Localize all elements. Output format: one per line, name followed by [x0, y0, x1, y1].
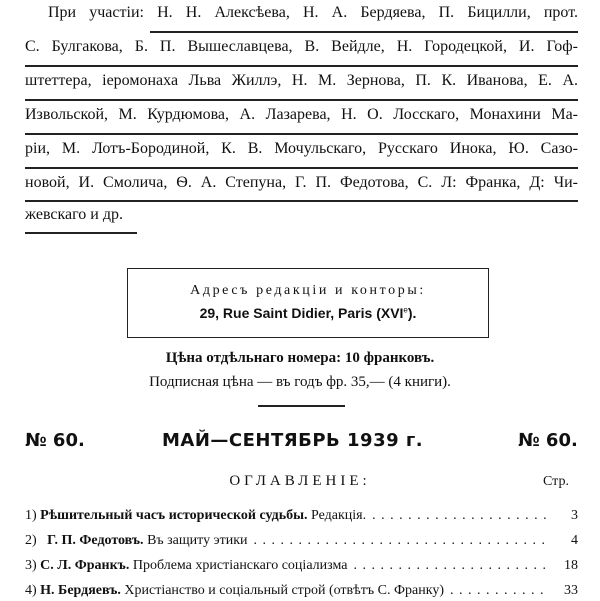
- address-superscript: e: [403, 305, 408, 315]
- toc-entry-title: Христіанство и соціальный строй (отвѣтъ С. Франку): [124, 583, 444, 598]
- toc-entry-number: 1): [25, 508, 37, 523]
- participants-line: С. Булгакова, Б. П. Вышеславцева, В. Вейдле, Н. Городецкой, И. Гоф-: [25, 38, 578, 55]
- address-box: [127, 268, 489, 338]
- toc-entry-page: 3: [571, 508, 578, 523]
- separator-rule: [258, 405, 345, 407]
- leader-dots: [254, 531, 550, 551]
- toc-entry-page: 18: [564, 558, 578, 573]
- toc-entry-title: Въ защиту этики: [147, 533, 248, 548]
- participants-line: Извольской, М. Курдюмова, А. Лазарева, Н. О. Лосскаго, Монахини Ма-: [25, 106, 578, 123]
- toc-entry[interactable]: [25, 581, 578, 601]
- issue-number-left: № 60.: [25, 430, 85, 451]
- toc-entry-author: Г. П. Федотовъ.: [47, 533, 144, 548]
- underline-rule: [25, 167, 578, 169]
- underline-rule: [25, 232, 137, 234]
- underline-rule: [25, 99, 578, 101]
- toc-entry[interactable]: [25, 506, 578, 526]
- toc-entry-page: 33: [564, 583, 578, 598]
- participants-line: При участіи: Н. Н. Алексѣева, Н. А. Бердяева, П. Бицилли, прот.: [48, 4, 578, 21]
- leader-dots: [353, 556, 550, 576]
- address-label: Адресъ редакціи и конторы:: [190, 283, 426, 298]
- toc-entry-page: 4: [571, 533, 578, 548]
- toc-entry-number: 4): [25, 583, 37, 598]
- price-subscription: Подписная цѣна — въ годъ фр. 35,— (4 книги).: [149, 374, 451, 390]
- underline-rule: [25, 133, 578, 135]
- issue-number-right: № 60.: [518, 430, 578, 451]
- toc-entry-number: 2): [25, 533, 37, 548]
- underline-rule: [25, 65, 578, 67]
- participants-line: штеттера, іеромонаха Льва Жиллэ, Н. М. Зернова, П. К. Иванова, Е. А.: [25, 72, 578, 89]
- address-closing: ).: [407, 305, 417, 321]
- toc-entry[interactable]: [25, 531, 578, 551]
- leader-dots: [372, 506, 550, 526]
- toc-entry[interactable]: [25, 556, 578, 576]
- toc-page-header: Стр.: [543, 474, 569, 489]
- underline-rule: [150, 31, 578, 33]
- underline-rule: [25, 200, 578, 202]
- toc-entry-author: Н. Бердяевъ.: [40, 583, 121, 598]
- toc-entry-title: Редакція.: [311, 508, 367, 523]
- issue-date: МАЙ—СЕНТЯБРЬ 1939 г.: [162, 430, 424, 451]
- leader-dots: [450, 581, 550, 601]
- participants-line: ріи, М. Лотъ-Бородиной, К. В. Мочульскаго, Русскаго Инока, Ю. Сазо-: [25, 140, 578, 157]
- toc-entry-title: Проблема христіанскаго соціализма: [132, 558, 348, 573]
- toc-title: ОГЛАВЛЕНІЕ:: [229, 473, 371, 489]
- toc-entry-author: С. Л. Франкъ.: [40, 558, 130, 573]
- participants-line: жевскаго и др.: [25, 206, 124, 223]
- toc-entry-author: Рѣшительный часъ исторической судьбы.: [40, 508, 308, 523]
- address-street-text: 29, Rue Saint Didier, Paris (XVI: [199, 305, 404, 321]
- address-street: [128, 305, 488, 321]
- toc-entry-number: 3): [25, 558, 37, 573]
- price-single: Цѣна отдѣльнаго номера: 10 франковъ.: [165, 350, 435, 366]
- participants-line: новой, И. Смолича, Ѳ. А. Степуна, Г. П. Федотова, С. Л: Франка, Д: Чи-: [25, 174, 578, 191]
